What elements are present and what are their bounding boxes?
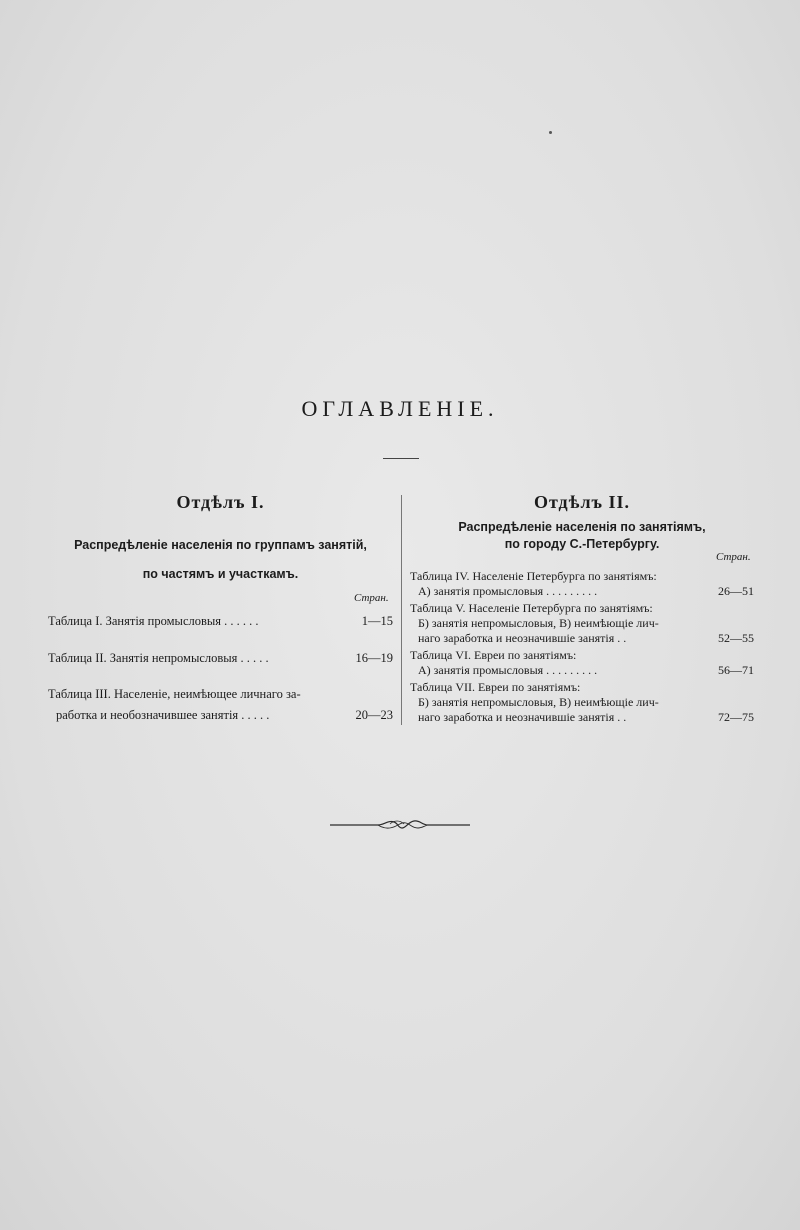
toc-line-text: наго заработка и неозначившіе занятія . . [418,631,627,645]
section-2-heading: Отдѣлъ II. [533,492,631,512]
ornament-flourish [328,818,472,832]
toc-entry-text: Таблица I. Занятія промысловыя . . . . . . [48,614,259,628]
ink-speck [549,131,552,134]
section-1-heading: Отдѣлъ I. [176,492,265,512]
toc-line-text: А) занятія промысловыя . . . . . . . . . [418,584,598,598]
toc-line[interactable] [410,662,754,678]
toc-entry[interactable] [48,650,393,667]
toc-line-text: Таблица IV. Населеніе Петербурга по занятіямъ: [410,569,657,583]
toc-line[interactable] [410,647,754,663]
toc-entry[interactable] [48,686,393,703]
toc-line[interactable] [410,630,754,646]
page-title: ОГЛАВЛЕНІЕ. [301,396,499,421]
toc-line[interactable] [410,709,754,725]
toc-line[interactable] [410,679,754,695]
toc-entry[interactable] [48,613,393,630]
section-2-subtitle-line1: Распредѣленіе населенія по занятіямъ, [458,520,706,534]
toc-entry-text: Таблица III. Населеніе, неимѣющее личнаго за- [48,687,301,701]
toc-entry-pages: 16—19 [355,651,393,665]
toc-line-text: Таблица V. Населеніе Петербурга по занятіямъ: [410,601,653,615]
section-1-subtitle-line1: Распредѣленіе населенія по группамъ занятій, [74,538,367,552]
toc-line-pages: 56—71 [718,663,754,677]
toc-line-pages: 26—51 [718,584,754,598]
toc-line[interactable] [410,568,754,584]
toc-line[interactable] [410,615,754,631]
section-1-subtitle-line2: по частямъ и участкамъ. [142,567,299,581]
toc-entry-pages: 20—23 [355,708,393,722]
toc-entry-text: работка и необозначившее занятія . . . . . [56,708,270,722]
section-2-page-label: Стран. [716,551,751,563]
toc-line-text: Таблица VII. Евреи по занятіямъ: [410,680,581,694]
toc-entry-text: Таблица II. Занятія непромысловыя . . . . . [48,651,269,665]
toc-line-pages: 72—75 [718,710,754,724]
toc-line-text: А) занятія промысловыя . . . . . . . . . [418,663,598,677]
toc-line-text: Б) занятія непромысловыя, В) неимѣющіе лич- [418,616,659,630]
section-1-page-label: Стран. [354,592,389,604]
toc-line[interactable] [410,583,754,599]
column-divider [401,495,402,725]
toc-line-text: Б) занятія непромысловыя, В) неимѣющіе лич- [418,695,659,709]
toc-entry-pages: 1—15 [361,614,393,628]
title-rule [383,458,419,459]
toc-line[interactable] [410,600,754,616]
toc-line-text: наго заработка и неозначившіе занятія . . [418,710,627,724]
toc-line-pages: 52—55 [718,631,754,645]
toc-line[interactable] [410,694,754,710]
toc-entry[interactable] [48,707,393,724]
toc-line-text: Таблица VI. Евреи по занятіямъ: [410,648,577,662]
section-2-subtitle-line2: по городу С.-Петербургу. [504,537,660,551]
